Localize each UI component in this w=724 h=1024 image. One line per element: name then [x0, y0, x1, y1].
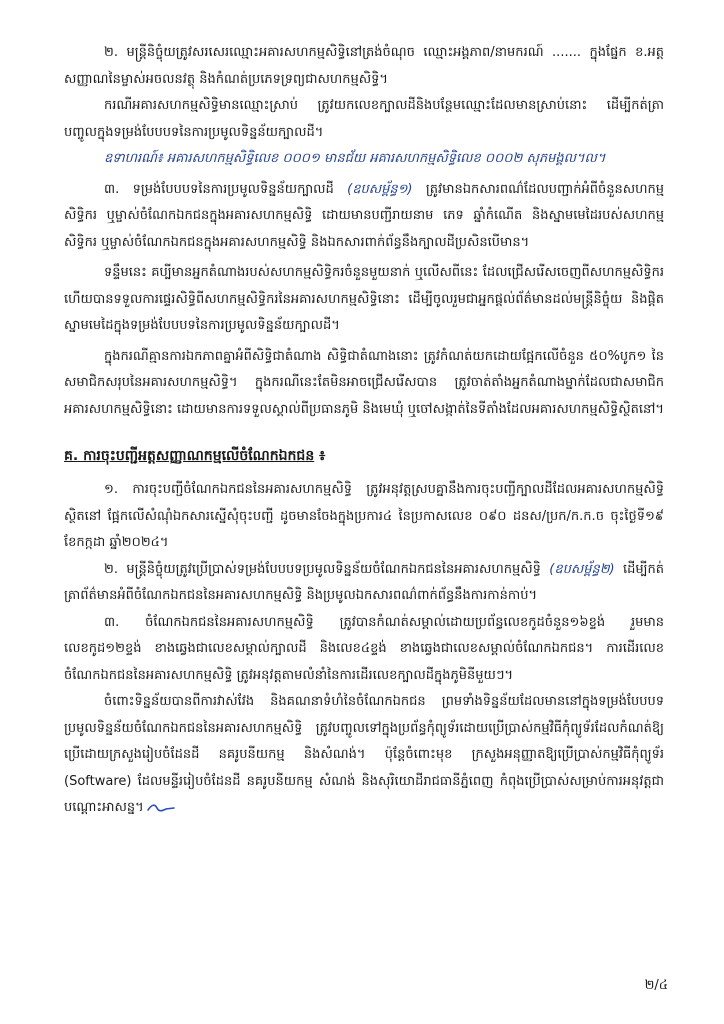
example-note: ឧទាហរណ៍៖ អគារសហកម្មសិទ្ធិលេខ ០០០១ មានជ័យ អគារសហកម្មសិទ្ធិលេខ ០០០២ សុភមង្គល។ល។ [104, 151, 606, 166]
c2-text-start: ២. មន្ត្រីនិច្ចុំយត្រូវប្រើប្រាស់ទម្រង់បែបបទប្រមូលទិន្នន័យចំណែកឯកជននៃអគារសហកម្មសិទ្ធិ [104, 561, 550, 577]
paragraph-c-4 [64, 689, 664, 822]
annex-2-reference: (ឧបសម្ព័ន្ធ២) [549, 561, 615, 577]
initial-signature-icon [146, 802, 176, 814]
item-3-text-start: ៣. ទម្រង់បែបបទនៃការប្រមូលទិន្នន័យក្បាលដី [104, 181, 348, 197]
document-body [64, 40, 664, 822]
paragraph-c-1: ១. ការចុះបញ្ជីចំណែកឯកជននៃអគារសហកម្មសិទ្ធិ ត្រូវអនុវត្តស្របគ្នានឹងការចុះបញ្ជីក្បាលដីដែលអគារសហកម្មសិទ្ធិស្ថិតនៅ ផ្អែកលើសំណុំឯកសារស្នើសុំចុះបញ្ជី ដូចមានចែងក្នុងប្រការ៤ នៃប្រកាសលេខ ០៩០ ដនស/ប្រក/ក.ក.ច ចុះថ្ងៃទី១៩ ខែកក្កដា ឆ្នាំ២០២៤។ [64, 482, 664, 550]
paragraph-representative: ទន្ទឹមនេះ គប្បីមានអ្នកតំណាងរបស់សហកម្មសិទ្ធិករចំនួនមួយនាក់ ឬលើសពីនេះ ដែលជ្រើសរើសចេញពីសហកម្មសិទ្ធិករ ហើយបានទទួលការផ្ទេរសិទ្ធិពីសហកម្មសិទ្ធិករនៃអគារសហកម្មសិទ្ធិនោះ ដើម្បីចូលរួមជាអ្នកផ្តល់ព័ត៌មានដល់មន្ត្រីនិច្ចុំយ និងផ្តិតស្នាមមេដៃក្នុងទម្រង់បែបបទនៃការប្រមូលទិន្នន័យក្បាលដី។ [64, 265, 664, 333]
section-heading-label: គ. ការចុះបញ្ជីអត្តសញ្ញាណកម្មលើចំណែកឯកជន [64, 448, 315, 464]
section-heading-c [64, 443, 664, 469]
paragraph-c-3: ៣. ចំណែកឯកជននៃអគារសហកម្មសិទ្ធិ ត្រូវបានកំណត់សម្គាល់ដោយប្រព័ន្ធលេខកូដចំនួន១៦ខ្ទង់ រួមមានលេខកូដ១២ខ្ទង់ ខាងឆ្វេងជាលេខសម្គាល់ក្បាលដី និងលេខ៤ខ្ទង់ ខាងឆ្វេងជាលេខសម្គាល់ចំណែកឯកជន។ ការដើរលេខចំណែកឯកជននៃអគារសហកម្មសិទ្ធិ ត្រូវអនុវត្តតាមលំនាំនៃការដើរលេខក្បាលដីក្នុងភូមិនីមួយៗ។ [64, 614, 664, 683]
paragraph-no-consensus: ក្នុងករណីគ្មានការឯកភាពគ្នាអំពីសិទ្ធិជាតំណាង សិទ្ធិជាតំណាងនោះ ត្រូវកំណត់យកដោយផ្អែកលើចំនួន ៥០%បូក១ នៃសមាជិកសរុបនៃអគារសហកម្មសិទ្ធិ។ ក្នុងករណីនេះតែមិនអាចជ្រើសរើសបាន ត្រូវចាត់តាំងអ្នកតំណាងម្នាក់ដែលជាសមាជិកអគារសហកម្មសិទ្ធិនោះ ដោយមានការទទួលស្គាល់ពីប្រធានភូមិ និងមេឃុំ ឬចៅសង្កាត់នៃទីតាំងដែលអគារសហកម្មសិទ្ធិស្ថិតនៅ។ [64, 348, 664, 417]
paragraph-c-2 [64, 557, 664, 610]
c2-text-end: ដើម្បីកត់ត្រាព័ត៌មានអំពីចំណែកឯកជននៃអគារសហកម្មសិទ្ធិ និងប្រមូលឯកសារពណ៌ពាក់ព័ន្ធនឹងការកាន់កាប់។ [64, 561, 664, 603]
section-heading-suffix: ៖ [314, 448, 326, 464]
c4-text: ចំពោះទិន្នន័យបានពីការវាស់វែង និងគណនាទំហំនៃចំណែកឯកជន ព្រមទាំងទិន្នន័យដែលមាននៅក្នុងទម្រង់បែបបទប្រមូលទិន្នន័យចំណែកឯកជននៃអគារសហកម្មសិទ្ធិ ត្រូវបញ្ចូលទៅក្នុងប្រព័ន្ធកុំព្យូទ័រដោយប្រើប្រាស់កម្មវិធីកុំព្យូទ័រដែលកំណត់ឱ្យប្រើដោយក្រសួងរៀបចំដែនដី នគរូបនីយកម្ម និងសំណង់។ ប៉ុន្តែចំពោះមុខ ក្រសួងអនុញ្ញាតឱ្យប្រើប្រាស់កម្មវិធីកុំព្យូទ័រ (Software) ដែលមន្ទីររៀបចំដែនដី នគរូបនីយកម្ម សំណង់ និងសុរិយោដីរាជធានីភ្នំពេញ កំពុងប្រើប្រាស់សម្រាប់ការអនុវត្តជាបណ្តោះអាសន្ន។ [64, 694, 664, 815]
item-3-text-end: ត្រូវមានឯកសារពណ៌ដែលបញ្ជាក់អំពីចំនួនសហកម្មសិទ្ធិករ ឬម្ចាស់ចំណែកឯកជនក្នុងអគារសហកម្មសិទ្ធិ ដោយមានបញ្ជីរាយនាម ភេទ ឆ្នាំកំណើត និងស្នាមមេដៃរបស់សហកម្មសិទ្ធិករ ឬម្ចាស់ចំណែកឯកជនក្នុងអគារសហកម្មសិទ្ធិ និងឯកសារពាក់ព័ន្ធនឹងក្បាលដីប្រសិនបើមាន។ [64, 181, 664, 250]
annex-1-reference: (ឧបសម្ព័ន្ធ១) [347, 181, 413, 197]
paragraph-item-3 [64, 177, 664, 257]
paragraph-item-2: ២. មន្ត្រីនិច្ចុំយត្រូវសរសេរឈ្មោះអគារសហកម្មសិទ្ធិនៅត្រង់ចំណុច ឈ្មោះអង្គភាព/នាមករណ៍ ....... ក្នុងផ្នែក ខ.អត្តសញ្ញាណនៃម្ចាស់អចលនវត្ថុ និងកំណត់ប្រភេទទ្រព្យជាសហកម្មសិទ្ធិ។ [64, 45, 664, 87]
page-number: ២/៤ [644, 978, 668, 993]
paragraph-existing-name: ករណីអគារសហកម្មសិទ្ធិមានឈ្មោះស្រាប់ ត្រូវយកលេខក្បាលដីនិងបន្ថែមឈ្មោះដែលមានស្រាប់នោះ ដើម្បីកត់ត្រាបញ្ចូលក្នុងទម្រង់បែបបទនៃការប្រមូលទិន្នន័យក្បាលដី។ [64, 98, 664, 140]
